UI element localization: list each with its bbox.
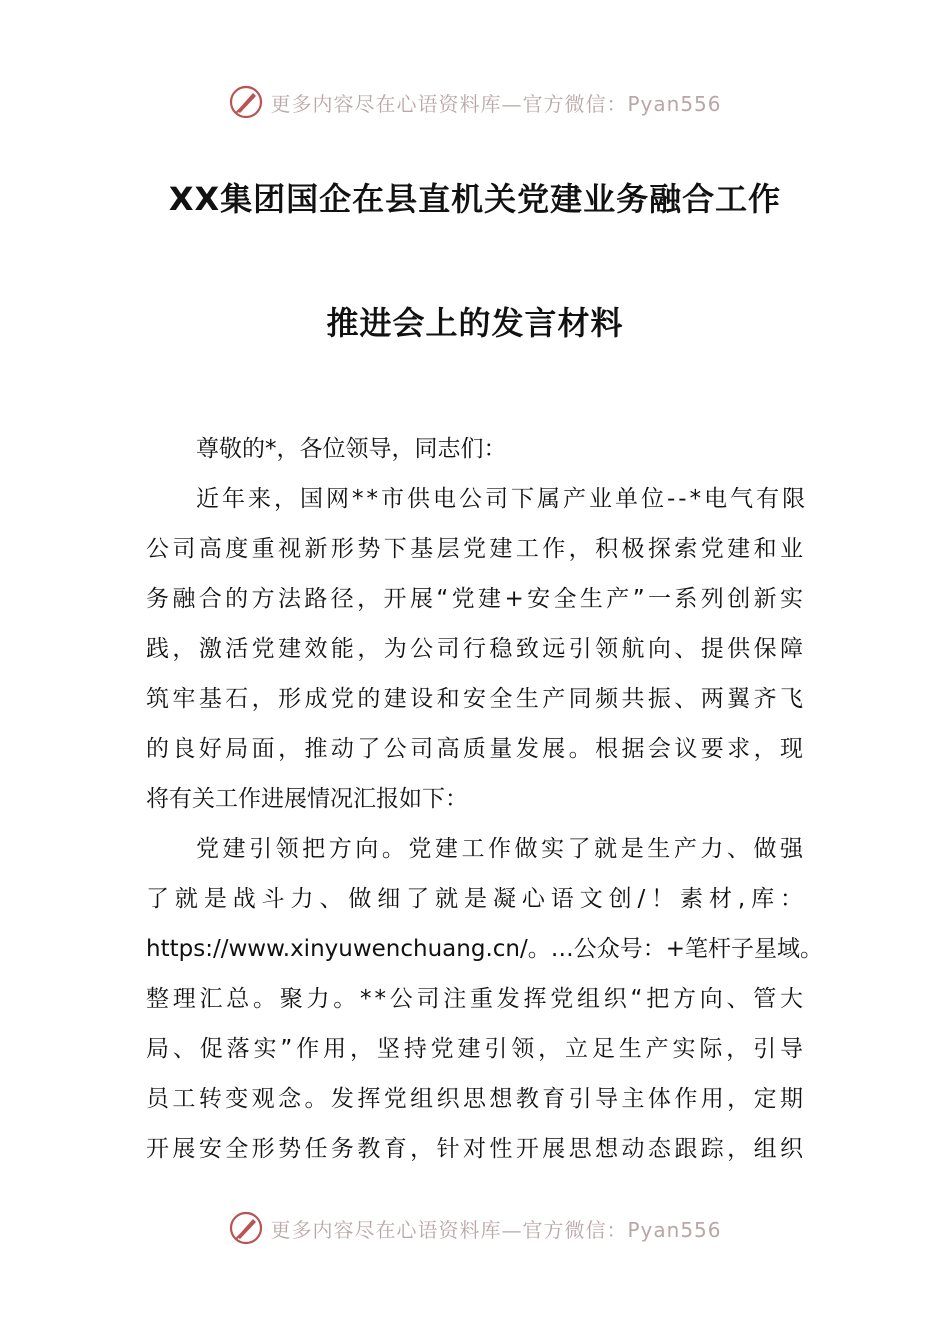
body-line: 的良好局面，推动了公司高质量发展。根据会议要求，现 xyxy=(146,736,806,762)
banner-main-text: 更多内容尽在心语资料库 xyxy=(270,91,502,116)
banner-separator: — xyxy=(501,1217,523,1242)
quill-logo-icon xyxy=(228,1210,264,1246)
body-line: 近年来，国网**市供电公司下属产业单位--*电气有限 xyxy=(196,486,809,512)
body-line: 将有关工作进展情况汇报如下： xyxy=(146,786,468,812)
banner-main-text: 更多内容尽在心语资料库 xyxy=(270,1217,502,1242)
banner-separator: — xyxy=(501,91,523,116)
body-line: 员工转变观念。发挥党组织思想教育引导主体作用，定期 xyxy=(146,1086,806,1112)
body-line: 筑牢基石，形成党的建设和安全生产同频共振、两翼齐飞 xyxy=(146,686,806,712)
banner-wechat-label: 官方微信： xyxy=(522,91,628,116)
document-body xyxy=(146,424,824,1174)
body-line: 了就是战斗力、做细了就是凝心语文创/！素材,库： xyxy=(146,886,806,912)
quill-logo-icon xyxy=(228,84,264,120)
banner-wechat-id: Pyan556 xyxy=(627,1217,722,1242)
document-title-line-2: 推进会上的发言材料 xyxy=(326,304,624,342)
body-line: 整理汇总。聚力。**公司注重发挥党组织“把方向、管大 xyxy=(146,986,806,1012)
header-banner xyxy=(0,80,950,124)
body-line: https://www.xinyuwenchuang.cn/。…公众号：+笔杆子星域。 xyxy=(146,936,824,962)
body-line: 务融合的方法路径，开展“党建+安全生产”一系列创新实 xyxy=(146,586,806,612)
footer-banner xyxy=(0,1206,950,1250)
body-line: 局、促落实”作用，坚持党建引领，立足生产实际，引导 xyxy=(146,1036,806,1062)
document-title-line-1: XX集团国企在县直机关党建业务融合工作 xyxy=(168,180,782,218)
banner-wechat-label: 官方微信： xyxy=(522,1217,628,1242)
body-line: 开展安全形势任务教育，针对性开展思想动态跟踪，组织 xyxy=(146,1136,806,1162)
body-line: 党建引领把方向。党建工作做实了就是生产力、做强 xyxy=(196,836,806,862)
banner-text xyxy=(270,88,721,117)
banner-text xyxy=(270,1214,721,1243)
body-line: 公司高度重视新形势下基层党建工作，积极探索党建和业 xyxy=(146,536,806,562)
banner-wechat-id: Pyan556 xyxy=(627,91,722,116)
body-line: 尊敬的*，各位领导，同志们： xyxy=(196,436,507,462)
body-line: 践，激活党建效能，为公司行稳致远引领航向、提供保障 xyxy=(146,636,806,662)
